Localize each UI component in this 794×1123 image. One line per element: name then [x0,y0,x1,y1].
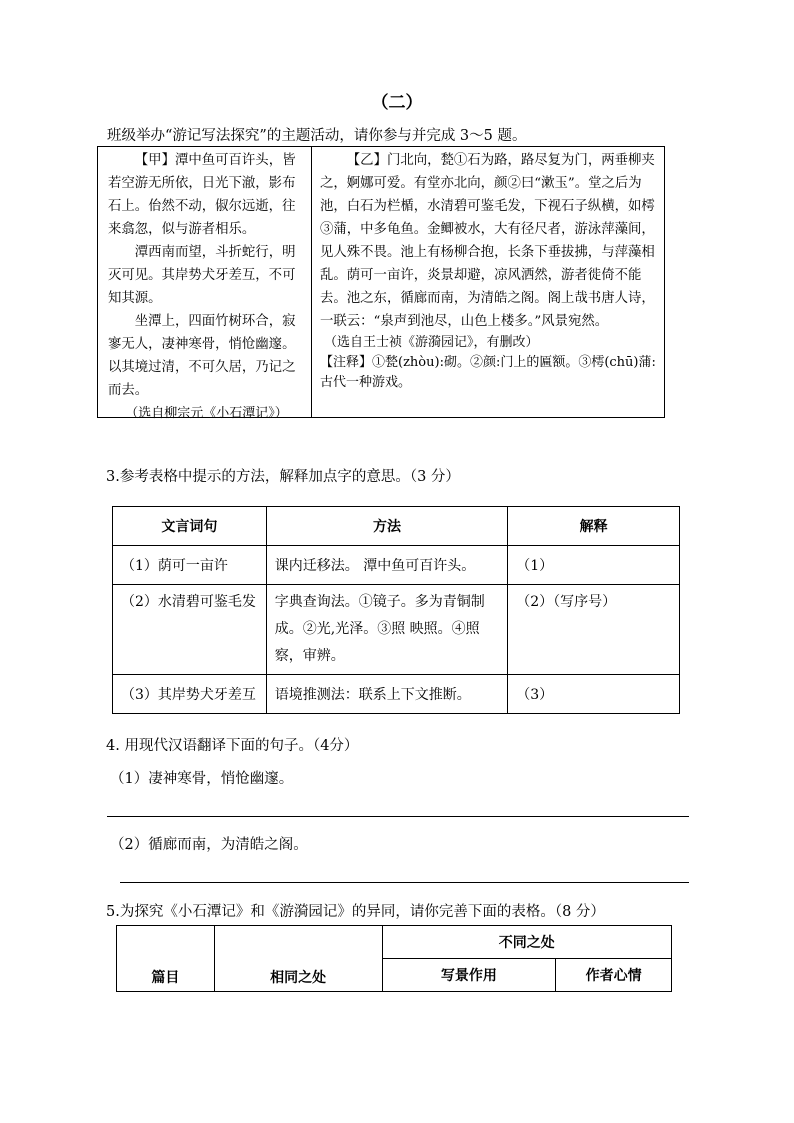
header-title: 篇目 [117,926,215,992]
table-row [113,585,680,675]
jia-paragraph-1: 【甲】潭中鱼可百许头，皆若空游无所依，日光下澈，影布石上。佁然不动，俶尔远逝，往来翕忽，似与游者相乐。 [108,153,296,237]
table-row [113,675,680,714]
passage-yi [312,147,664,417]
header-scene-role: 写景作用 [382,959,556,992]
answer-line-1[interactable] [107,816,689,817]
row1-phrase: （1）荫可一亩许 [113,546,267,585]
header-method: 方法 [266,507,508,546]
question-4-sentence-1: （1）凄神寒骨，悄怆幽邃。 [110,771,294,787]
answer-line-2[interactable] [120,882,689,883]
yi-note: 【注释】①甃(zhòu):砌。②颜:门上的匾额。③樗(chū)蒲:古代一种游戏。 [320,355,656,390]
row2-phrase: （2）水清碧可鉴毛发 [113,585,267,675]
jia-paragraph-3: 坐潭上，四面竹树环合，寂寥无人，凄神寒骨，悄怆幽邃。以其境过清，不可久居，乃记之而去。 [108,314,296,398]
yi-paragraph: 【乙】门北向，甃①石为路，路尽复为门，两垂柳夹之，婀娜可爱。有堂亦北向，颜②曰“漱玉”。堂之后为池，白石为栏楯，水清碧可鉴毛发，下视石子纵横，如樗③蒲，中多龟鱼。金鲫被水，大有径尺者，游泳萍藻间，见人殊不畏。池上有杨柳合抱，长条下垂拔拂，与萍藻相乱。荫可一亩许，炎景却避，凉风洒然，游者徙倚不能去。池之东，循廊而南，为清皓之阁。阁上哉书唐人诗，一联云：“泉声到池尽，山色上楼多。”风景宛然。 [320,153,655,329]
row3-method: 语境推测法：联系上下文推断。 [266,675,508,714]
row1-answer[interactable]: （1） [508,546,680,585]
header-phrase: 文言词句 [113,507,267,546]
jia-paragraph-2: 潭西南而望，斗折蛇行，明灭可见。其岸势犬牙差互，不可知其源。 [108,245,296,306]
row3-phrase: （3）其岸势犬牙差互 [113,675,267,714]
intro-text: 班级举办“游记写法探究”的主题活动，请你参与并完成 3～5 题。 [107,128,527,144]
header-explanation: 解释 [508,507,680,546]
row3-answer[interactable]: （3） [508,675,680,714]
question-5-prompt: 5.为探究《小石潭记》和《游漪园记》的异同，请你完善下面的表格。（8 分） [106,904,605,920]
row2-method: 字典查询法。①镜子。多为青铜制成。②光,光泽。③照 映照。④照察，审辨。 [266,585,508,675]
row1-method: 课内迁移法。 潭中鱼可百许头。 [266,546,508,585]
section-title: （二） [371,93,423,113]
header-author-mood: 作者心情 [556,959,672,992]
question-3-prompt: 3.参考表格中提示的方法，解释加点字的意思。（3 分） [106,469,460,485]
header-same: 相同之处 [214,926,382,992]
passages-box [97,146,665,421]
yi-source: （选自王士祯《游漪园记》，有删改） [324,335,539,350]
jia-source: （选自柳宗元《小石潭记》） [125,406,288,421]
question-3-table [112,506,680,714]
table-row [113,546,680,585]
table-header-row [113,507,680,546]
row2-answer[interactable]: （2）（写序号） [508,585,680,675]
passage-jia [98,147,312,421]
question-4-sentence-2: （2）循廊而南，为清皓之阁。 [110,837,308,853]
question-5-table [116,925,672,992]
question-4-prompt: 4. 用现代汉语翻译下面的句子。（4分） [106,738,359,754]
header-different: 不同之处 [382,926,671,959]
